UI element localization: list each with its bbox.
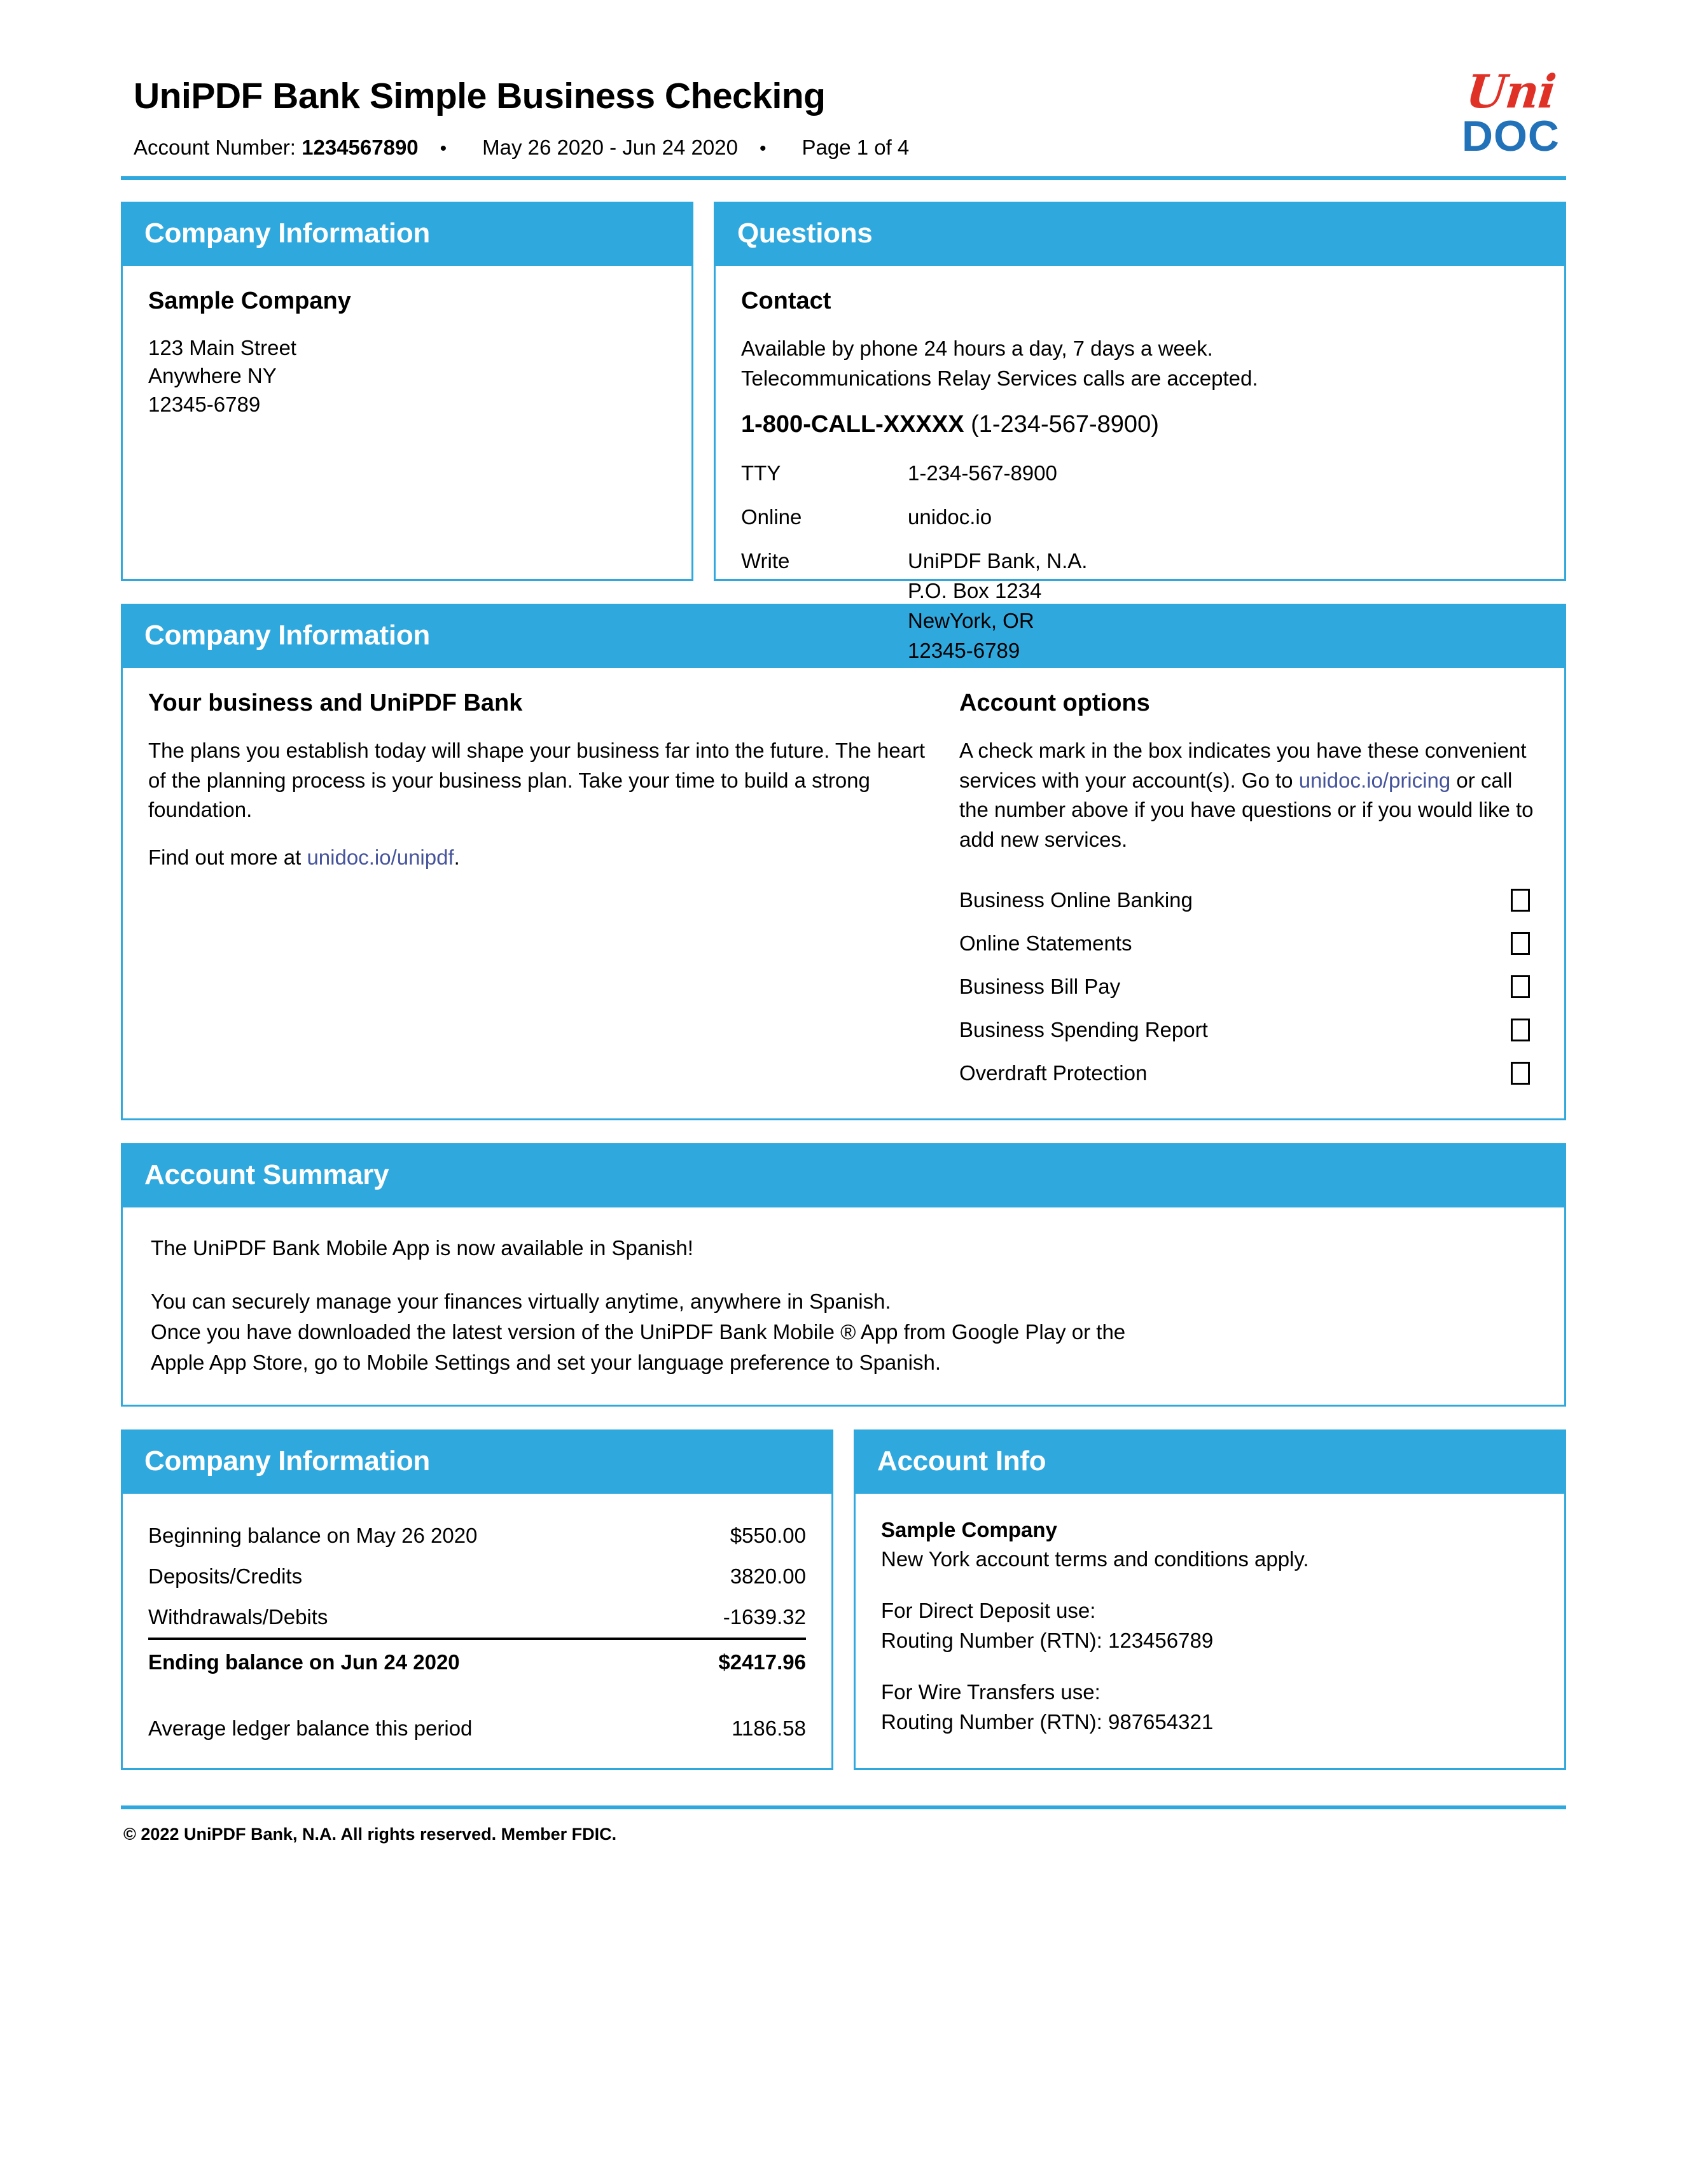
- account-info-heading: Account Info: [856, 1431, 1564, 1494]
- account-options-title: Account options: [959, 689, 1150, 716]
- find-out-more-suffix: .: [454, 845, 460, 870]
- contact-details-grid: [741, 460, 1539, 667]
- direct-deposit-routing-number: Routing Number (RTN): 123456789: [881, 1629, 1214, 1653]
- account-summary-line-2: You can securely manage your finances virtually anytime, anywhere in Spanish.: [151, 1289, 891, 1313]
- account-option-row[interactable]: [959, 926, 1539, 970]
- online-value: unidoc.io: [908, 505, 992, 529]
- account-summary-body: [123, 1207, 1564, 1404]
- balance-table: [148, 1515, 806, 1749]
- balance-label: Deposits/Credits: [148, 1564, 303, 1588]
- top-panels-row: [121, 202, 1566, 662]
- document-footer: [121, 1805, 1566, 1870]
- company-address-line-1: 123 Main Street: [148, 335, 296, 359]
- page-title: UniPDF Bank Simple Business Checking: [134, 76, 826, 116]
- table-spacer-row: [148, 1683, 806, 1708]
- table-row: [148, 1515, 806, 1556]
- primary-phone-number: 1-800-CALL-XXXXX: [741, 411, 964, 438]
- meta-separator-2: •: [759, 137, 767, 159]
- logo-doc-text: DOC: [1461, 112, 1560, 161]
- your-business-paragraph: The plans you establish today will shape your business far into the future. The heart of the planning process is your business plan. Take your time to build a strong foundation.: [148, 738, 926, 822]
- table-row: [148, 1597, 806, 1639]
- unipdf-link[interactable]: unidoc.io/unipdf: [307, 845, 454, 870]
- write-address-line-2: P.O. Box 1234: [908, 579, 1042, 603]
- account-summary-line-3: Once you have downloaded the latest version of the UniPDF Bank Mobile ® App from Google Play or the: [151, 1319, 1126, 1344]
- account-option-label: Business Bill Pay: [959, 975, 1121, 999]
- header-divider: [121, 176, 1566, 180]
- availability-line-1: Available by phone 24 hours a day, 7 days a week.: [741, 336, 1213, 360]
- account-option-label: Online Statements: [959, 931, 1132, 956]
- account-option-row[interactable]: [959, 1013, 1539, 1056]
- checkbox-icon[interactable]: [1511, 932, 1530, 955]
- your-business-column: [148, 690, 934, 1099]
- copyright-text: © 2022 UniPDF Bank, N.A. All rights reserved. Member FDIC.: [123, 1824, 617, 1844]
- table-row-total: [148, 1639, 806, 1683]
- account-info-terms: New York account terms and conditions apply.: [881, 1547, 1309, 1571]
- balance-amount: 3820.00: [730, 1564, 806, 1588]
- average-balance-amount: 1186.58: [732, 1716, 806, 1740]
- contact-subheading: Contact: [741, 287, 831, 314]
- account-number-label: Account Number:: [134, 135, 296, 159]
- table-row: [148, 1708, 806, 1749]
- online-label: Online: [741, 505, 802, 529]
- company-address-line-3: 12345-6789: [148, 392, 261, 416]
- checkbox-icon[interactable]: [1511, 1019, 1530, 1041]
- direct-deposit-label: For Direct Deposit use:: [881, 1599, 1096, 1623]
- account-options-intro: [959, 736, 1539, 855]
- write-label: Write: [741, 549, 790, 573]
- find-out-more-prefix: Find out more at: [148, 845, 307, 870]
- find-out-more-line: [148, 843, 934, 873]
- company-name: Sample Company: [148, 287, 351, 314]
- tty-value: 1-234-567-8900: [908, 461, 1057, 485]
- statement-meta: [134, 136, 909, 160]
- balance-panel-heading: Company Information: [123, 1431, 831, 1494]
- table-row: [148, 1556, 806, 1597]
- alternate-phone-number: (1-234-567-8900): [971, 411, 1159, 438]
- account-options-intro-part-1: A check mark in the box indicates you have these convenient services with your account(s). Go to: [959, 738, 1527, 792]
- pricing-link[interactable]: unidoc.io/pricing: [1298, 768, 1451, 792]
- questions-body: [716, 266, 1564, 686]
- account-info-spacer-1: [881, 1575, 1539, 1596]
- company-information-panel: [121, 202, 693, 581]
- account-info-panel: [854, 1429, 1566, 1770]
- account-option-label: Overdraft Protection: [959, 1061, 1148, 1085]
- questions-heading: Questions: [716, 204, 1564, 266]
- document-header: [121, 45, 1566, 160]
- business-section-columns: [148, 690, 1539, 1099]
- checkbox-icon[interactable]: [1511, 1062, 1530, 1085]
- business-section-body: [123, 668, 1564, 1118]
- header-left: [134, 64, 909, 160]
- wire-transfer-routing-number: Routing Number (RTN): 987654321: [881, 1709, 1214, 1734]
- balance-label: Withdrawals/Debits: [148, 1604, 328, 1629]
- write-address-line-4: 12345-6789: [908, 638, 1020, 662]
- company-address-line-2: Anywhere NY: [148, 364, 277, 388]
- ending-balance-label: Ending balance on Jun 24 2020: [148, 1639, 668, 1683]
- company-information-heading: Company Information: [123, 204, 691, 266]
- account-info-company-name: Sample Company: [881, 1517, 1057, 1541]
- primary-phone-row: [741, 411, 1539, 438]
- company-information-body: [123, 266, 691, 438]
- account-options-intro-part-2: or call the number above if you have questions or if you would like to add new services.: [959, 768, 1534, 852]
- write-address-line-1: UniPDF Bank, N.A.: [908, 549, 1088, 573]
- questions-panel: [714, 202, 1566, 662]
- balance-amount: $550.00: [730, 1523, 806, 1547]
- account-summary-heading: Account Summary: [123, 1145, 1564, 1207]
- balance-panel: [121, 1429, 833, 1770]
- account-option-row[interactable]: [959, 970, 1539, 1013]
- balance-label: Beginning balance on May 26 2020: [148, 1523, 478, 1547]
- balance-amount: -1639.32: [723, 1604, 806, 1629]
- tty-label: TTY: [741, 461, 781, 485]
- account-summary-spacer: [151, 1263, 1536, 1286]
- logo-uni-text: Uni: [1463, 64, 1559, 118]
- availability-line-2: Telecommunications Relay Services calls are accepted.: [741, 366, 1258, 390]
- account-summary-panel: [121, 1143, 1566, 1406]
- statement-period: May 26 2020 - Jun 24 2020: [482, 135, 738, 159]
- footer-divider: [121, 1805, 1566, 1809]
- account-number-value: 1234567890: [302, 135, 419, 159]
- balance-panel-body: [123, 1494, 831, 1768]
- account-options-list: [959, 883, 1539, 1099]
- ending-balance-amount: $2417.96: [668, 1639, 806, 1683]
- checkbox-icon[interactable]: [1511, 975, 1530, 998]
- account-option-row[interactable]: [959, 1056, 1539, 1099]
- unidoc-logo: [1461, 64, 1566, 161]
- account-option-label: Business Online Banking: [959, 888, 1193, 912]
- write-address: [908, 548, 1539, 667]
- account-options-column: [959, 690, 1539, 1099]
- account-info-spacer-2: [881, 1656, 1539, 1678]
- account-info-body: [856, 1494, 1564, 1756]
- wire-transfer-label: For Wire Transfers use:: [881, 1680, 1100, 1704]
- page-indicator: Page 1 of 4: [802, 135, 910, 159]
- average-balance-label: Average ledger balance this period: [148, 1716, 473, 1740]
- bottom-panels-row: [121, 1429, 1566, 1770]
- account-summary-line-1: The UniPDF Bank Mobile App is now available in Spanish!: [151, 1236, 693, 1260]
- checkbox-icon[interactable]: [1511, 889, 1530, 912]
- meta-separator-1: •: [440, 137, 447, 159]
- account-option-row[interactable]: [959, 883, 1539, 926]
- business-section-heading: Company Information: [123, 606, 1564, 668]
- account-option-label: Business Spending Report: [959, 1018, 1208, 1042]
- account-summary-line-4: Apple App Store, go to Mobile Settings and set your language preference to Spanish.: [151, 1350, 941, 1374]
- your-business-title: Your business and UniPDF Bank: [148, 689, 523, 716]
- write-address-line-3: NewYork, OR: [908, 608, 1034, 632]
